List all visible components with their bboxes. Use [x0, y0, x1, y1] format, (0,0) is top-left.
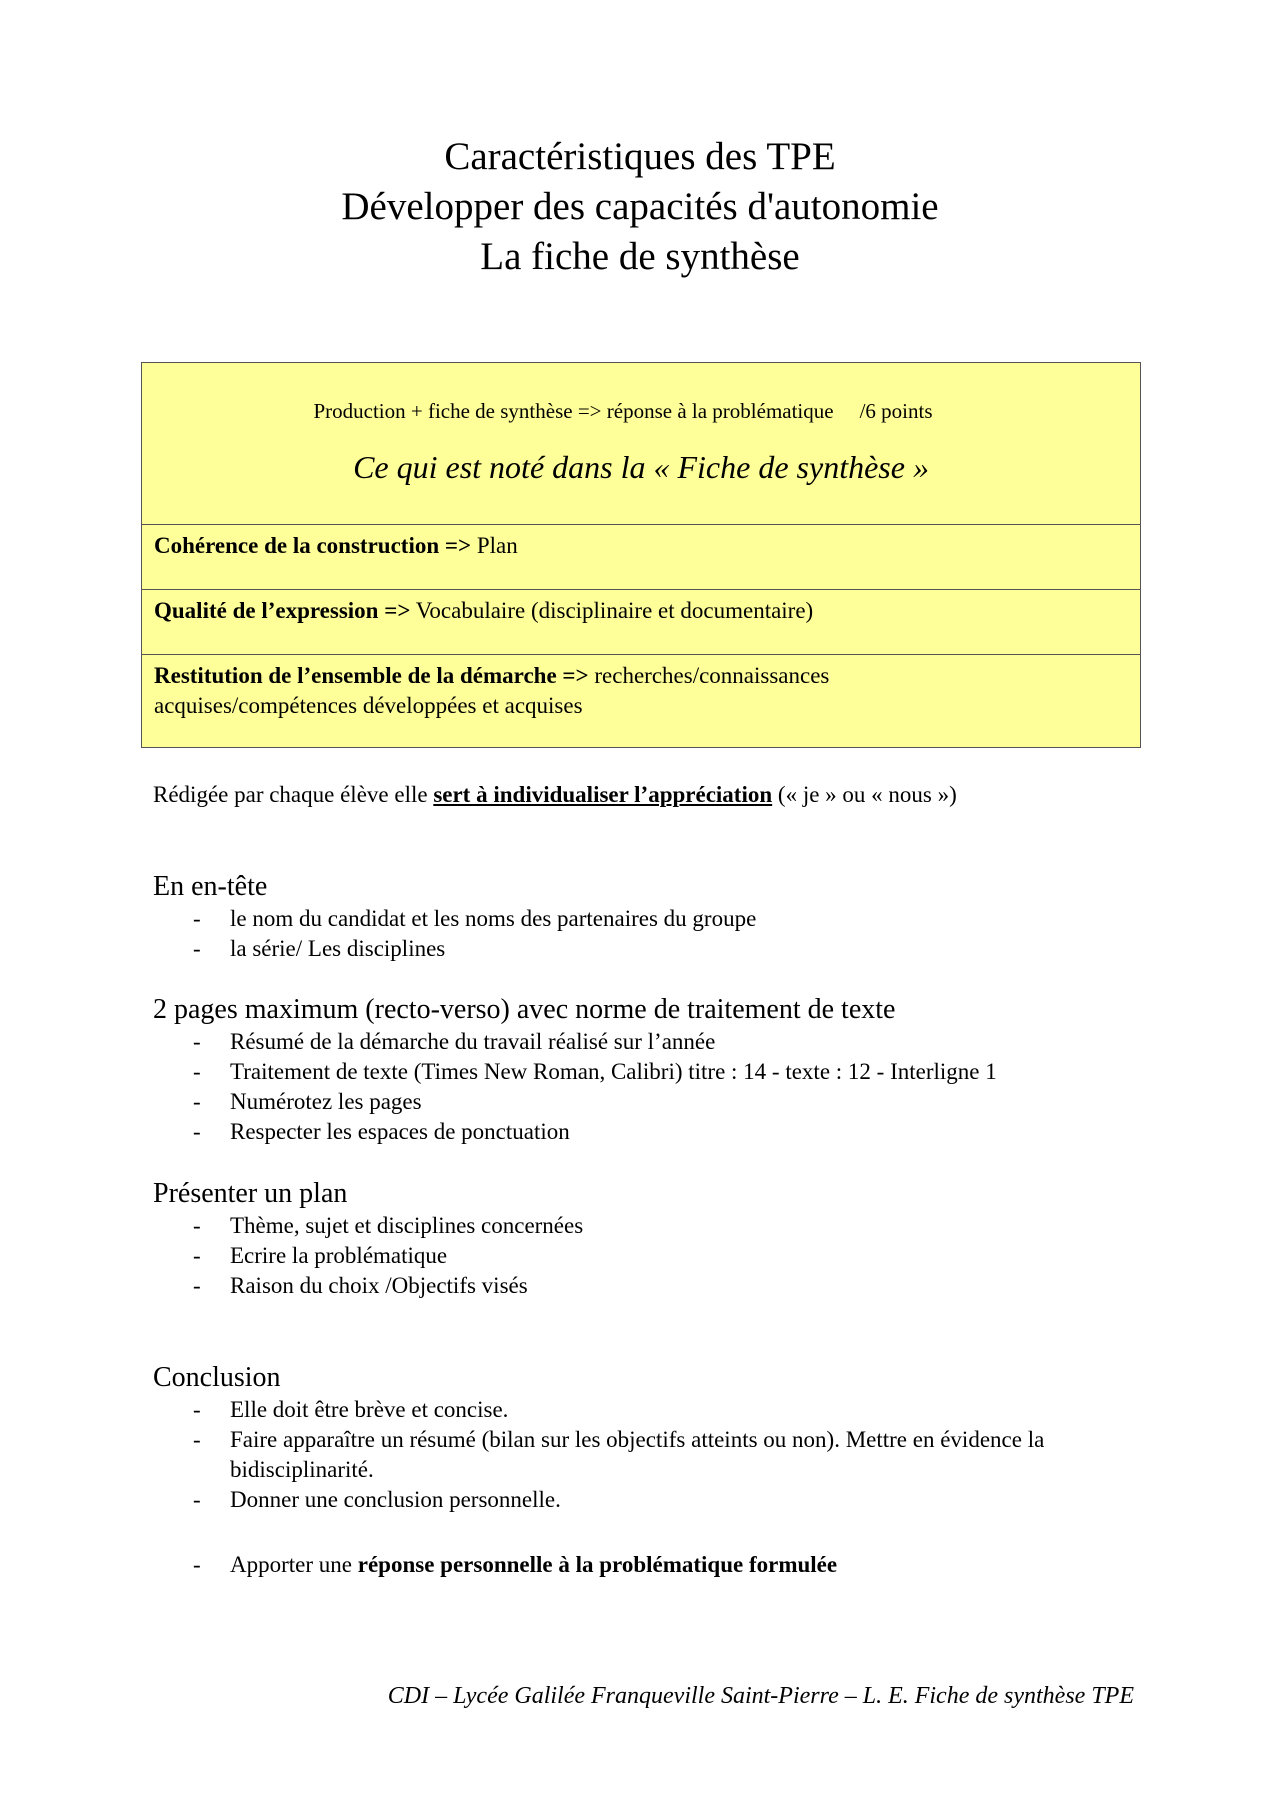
- bullet-dash: -: [193, 1487, 201, 1512]
- bullet-dash: -: [193, 1427, 201, 1452]
- section-heading: Présenter un plan: [153, 1178, 348, 1209]
- grading-box-header: [142, 363, 1140, 524]
- list-item: [153, 934, 1153, 964]
- section-heading: Conclusion: [153, 1362, 281, 1393]
- list-item-text: Numérotez les pages: [230, 1089, 422, 1114]
- bullet-dash: -: [193, 1029, 201, 1054]
- list-item: [153, 1550, 1153, 1580]
- individual-appreciation-note: [153, 780, 957, 810]
- page-footer: CDI – Lycée Galilée Franqueville Saint-Pierre – L. E. Fiche de synthèse TPE: [387, 1683, 1134, 1709]
- list-item-text: la série/ Les disciplines: [230, 936, 446, 961]
- grading-box: [141, 362, 1141, 748]
- grading-summary-text: Production + fiche de synthèse => réponse à la problématique: [313, 399, 834, 423]
- section-plan: [153, 1177, 1153, 1301]
- section-heading: En en-tête: [153, 871, 268, 902]
- bullet-dash: -: [193, 1397, 201, 1422]
- list-item: [153, 1087, 1153, 1117]
- criterion-label: Restitution de l’ensemble de la démarche =>: [154, 663, 589, 688]
- grading-summary-line: [142, 399, 1140, 424]
- list-item-text: Elle doit être brève et concise.: [230, 1397, 509, 1422]
- list-item: [153, 1117, 1153, 1147]
- section-list: [153, 904, 1153, 964]
- note-text-after: (« je » ou « nous »): [772, 782, 957, 807]
- bullet-dash: -: [193, 1059, 201, 1084]
- list-item-text: Traitement de texte (Times New Roman, Calibri) titre : 14 - texte : 12 - Interligne 1: [230, 1059, 997, 1084]
- criterion-row-expression: [142, 589, 1140, 654]
- criterion-row-coherence: [142, 524, 1140, 589]
- title-line-1: Caractéristiques des TPE: [444, 135, 836, 178]
- criterion-row-restitution: [142, 654, 1140, 747]
- list-item-text: Résumé de la démarche du travail réalisé sur l’année: [230, 1029, 716, 1054]
- section-pages: [153, 993, 1153, 1147]
- bullet-dash: -: [193, 906, 201, 931]
- criterion-text-continued: acquises/compétences développées et acquises: [154, 693, 583, 718]
- criterion-text: recherches/connaissances: [588, 663, 830, 688]
- note-underlined-text: sert à individualiser l’appréciation: [433, 782, 773, 807]
- bullet-dash: -: [193, 936, 201, 961]
- list-item-text: le nom du candidat et les noms des partenaires du groupe: [230, 906, 757, 931]
- criterion-label: Qualité de l’expression =>: [154, 598, 411, 623]
- bullet-dash: -: [193, 1552, 201, 1577]
- list-item-text: Thème, sujet et disciplines concernées: [230, 1213, 584, 1238]
- grading-box-subtitle: Ce qui est noté dans la « Fiche de synthèse »: [353, 449, 929, 485]
- criterion-text: Vocabulaire (disciplinaire et documentaire): [410, 598, 814, 623]
- section-entete: [153, 870, 1153, 964]
- list-item-bold-text: réponse personnelle à la problématique formulée: [357, 1552, 838, 1577]
- list-item: [153, 1241, 1153, 1271]
- list-item: [153, 1211, 1153, 1241]
- criterion-label: Cohérence de la construction =>: [154, 533, 472, 558]
- section-conclusion: [153, 1361, 1153, 1580]
- list-item-text: Donner une conclusion personnelle.: [230, 1487, 561, 1512]
- list-item-text: Respecter les espaces de ponctuation: [230, 1119, 570, 1144]
- title-line-2: Développer des capacités d'autonomie: [341, 185, 939, 228]
- bullet-dash: -: [193, 1119, 201, 1144]
- list-item-text: Ecrire la problématique: [230, 1243, 448, 1268]
- list-item: [153, 1027, 1153, 1057]
- list-item-text: Raison du choix /Objectifs visés: [230, 1273, 528, 1298]
- bullet-dash: -: [193, 1213, 201, 1238]
- bullet-dash: -: [193, 1243, 201, 1268]
- note-text-before: Rédigée par chaque élève elle: [153, 782, 434, 807]
- bullet-dash: -: [193, 1089, 201, 1114]
- section-heading: 2 pages maximum (recto-verso) avec norme de traitement de texte: [153, 994, 896, 1025]
- section-list: [153, 1395, 1153, 1580]
- grading-points: /6 points: [859, 399, 933, 423]
- page-title: [0, 132, 1280, 282]
- list-item: [153, 1425, 1153, 1485]
- title-line-3: La fiche de synthèse: [480, 235, 800, 278]
- criterion-text: Plan: [471, 533, 518, 558]
- bullet-dash: -: [193, 1273, 201, 1298]
- section-list: [153, 1211, 1153, 1301]
- list-item-text: Faire apparaître un résumé (bilan sur les objectifs atteints ou non). Mettre en évidence la bidisciplinarité.: [230, 1427, 1045, 1482]
- list-item: [153, 1271, 1153, 1301]
- list-item: [153, 1057, 1153, 1087]
- list-item: [153, 1395, 1153, 1425]
- list-item-text: Apporter une: [230, 1552, 358, 1577]
- section-list: [153, 1027, 1153, 1147]
- list-item: [153, 1485, 1153, 1515]
- list-item: [153, 904, 1153, 934]
